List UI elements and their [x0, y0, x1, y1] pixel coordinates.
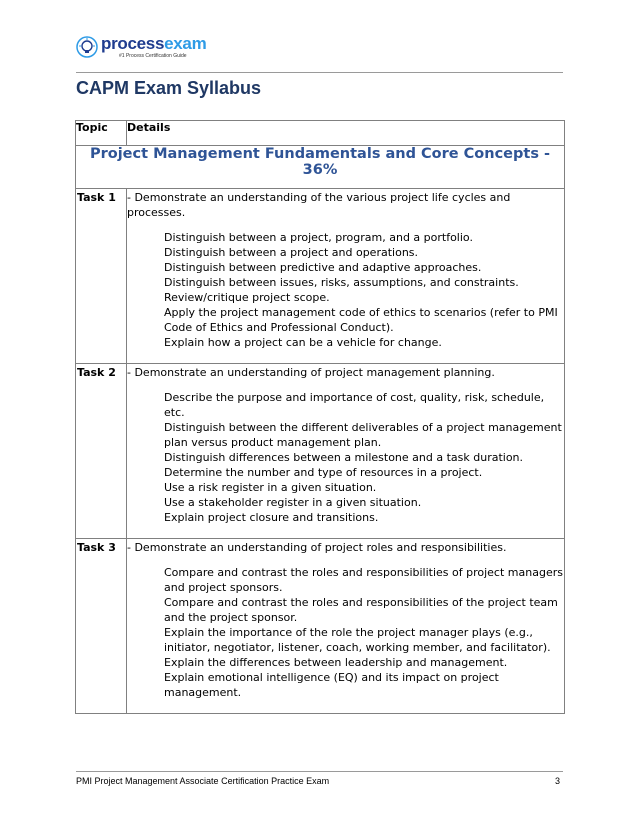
table-row: [76, 539, 565, 714]
page-title: CAPM Exam Syllabus: [76, 78, 262, 98]
task-intro: - Demonstrate an understanding of project management planning.: [127, 366, 495, 379]
processexam-logo: [76, 34, 276, 64]
list-item: Explain the importance of the role the project manager plays (e.g., initiator, negotiator, listener, coach, working member, and facilitator).: [164, 626, 551, 654]
task-bullets: [127, 565, 564, 700]
section-title: Project Management Fundamentals and Core Concepts - 36%: [76, 146, 565, 189]
list-item: Explain how a project can be a vehicle for change.: [164, 336, 442, 349]
list-item: Distinguish between issues, risks, assumptions, and constraints.: [164, 276, 519, 289]
footer-text: PMI Project Management Associate Certification Practice Exam: [76, 776, 330, 786]
list-item: Explain the differences between leadership and management.: [164, 656, 508, 669]
list-item: Distinguish between the different deliverables of a project management plan versus product management plan.: [164, 421, 562, 449]
list-item: Determine the number and type of resources in a project.: [164, 466, 483, 479]
task-intro: - Demonstrate an understanding of project roles and responsibilities.: [127, 541, 507, 554]
task-details: [127, 364, 565, 539]
task-details: [127, 189, 565, 364]
logo-tagline: #1 Process Certification Guide: [119, 53, 187, 59]
list-item: Distinguish between predictive and adaptive approaches.: [164, 261, 482, 274]
table-header-row: [76, 121, 565, 146]
task-bullets: [127, 390, 564, 525]
list-item: Distinguish between a project, program, and a portfolio.: [164, 231, 473, 244]
header-details: Details: [127, 121, 565, 146]
list-item: Review/critique project scope.: [164, 291, 330, 304]
list-item: Explain emotional intelligence (EQ) and its impact on project management.: [164, 671, 499, 699]
page-number: 3: [554, 776, 560, 786]
list-item: Explain project closure and transitions.: [164, 511, 379, 524]
list-item: Compare and contrast the roles and responsibilities of project managers and project sponsors.: [164, 566, 563, 594]
list-item: Distinguish differences between a milestone and a task duration.: [164, 451, 524, 464]
list-item: Apply the project management code of ethics to scenarios (refer to PMI Code of Ethics and Professional Conduct).: [164, 306, 558, 334]
footer-divider: [76, 771, 563, 772]
table-row: [76, 364, 565, 539]
logo-part1: process: [101, 34, 165, 53]
list-item: Describe the purpose and importance of cost, quality, risk, schedule, etc.: [164, 391, 545, 419]
logo-wordmark: [101, 34, 206, 54]
task-label: Task 1: [76, 189, 127, 364]
list-item: Distinguish between a project and operations.: [164, 246, 419, 259]
task-intro: - Demonstrate an understanding of the various project life cycles and processes.: [127, 191, 511, 219]
header-divider: [76, 72, 563, 73]
section-row: [76, 146, 565, 189]
task-bullets: [127, 230, 564, 350]
task-label: Task 3: [76, 539, 127, 714]
lightbulb-icon: [76, 36, 98, 58]
logo-part2: exam: [164, 34, 207, 53]
table-row: [76, 189, 565, 364]
list-item: Use a stakeholder register in a given situation.: [164, 496, 422, 509]
task-details: [127, 539, 565, 714]
syllabus-table: [75, 120, 565, 714]
header-topic: Topic: [76, 121, 127, 146]
list-item: Compare and contrast the roles and responsibilities of the project team and the project sponsor.: [164, 596, 558, 624]
task-label: Task 2: [76, 364, 127, 539]
list-item: Use a risk register in a given situation.: [164, 481, 377, 494]
